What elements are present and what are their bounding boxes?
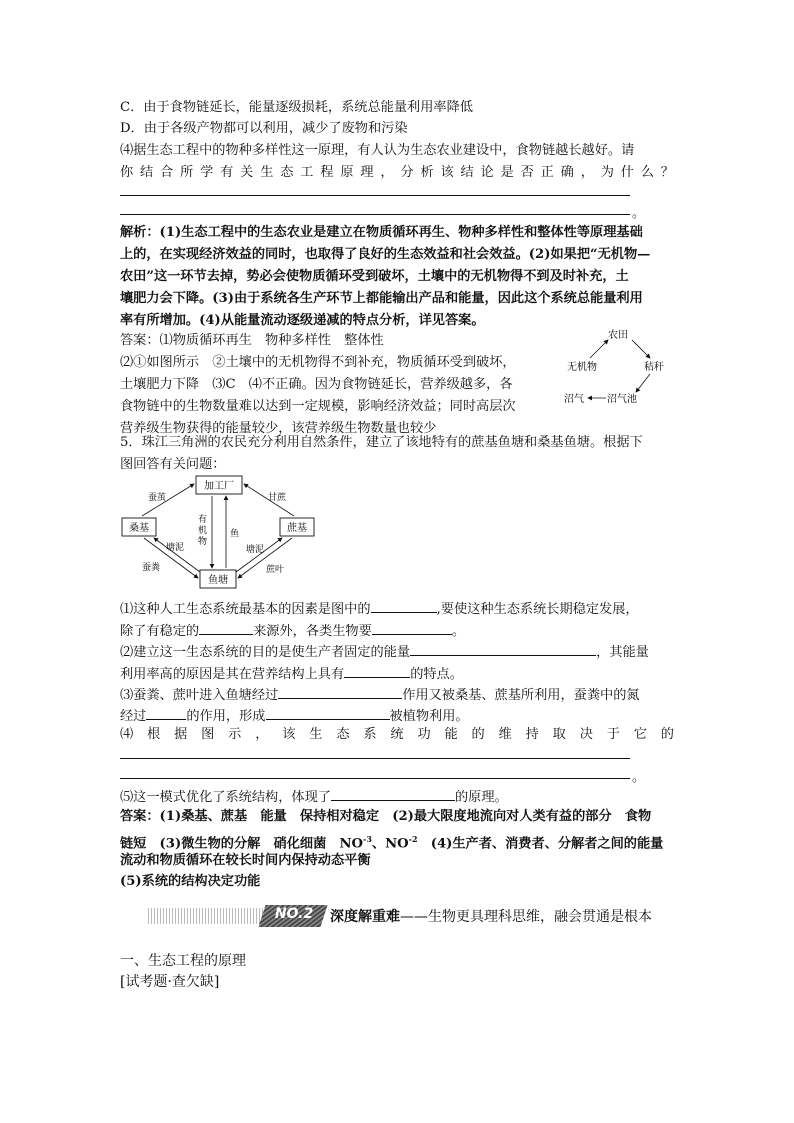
- node-biogas-pit: 沼气池: [607, 394, 637, 405]
- pond-diagram: [118, 474, 328, 594]
- answer-rule-2: [120, 214, 630, 215]
- period-mark: 。: [632, 206, 646, 221]
- label-organic-2: 机: [198, 526, 208, 536]
- node-farmland: 农田: [608, 330, 628, 341]
- part-3-line-1: ⑶蚕粪、蔗叶进入鱼塘经过 作用又被桑基、蔗基所利用，蚕粪中的氮: [120, 684, 640, 705]
- explanation-line-3: 农田”这一环节去掉，势必会使物质循环受到破坏，土壤中的无机物得不到及时补充，土: [120, 269, 629, 284]
- cycle-diagram: [560, 324, 680, 408]
- explanation-line-5: 率有所增加。(4)从能量流动逐级递减的特点分析，详见答案。: [120, 313, 485, 328]
- label-organic-1: 有: [198, 515, 208, 525]
- answer-line-5: 营养级生物获得的能量较少，该营养级生物数量也较少: [120, 421, 437, 436]
- part-4-rule-1[interactable]: [120, 758, 630, 759]
- final-answer-line-3: 流动和物质循环在较长时间内保持动态平衡: [120, 853, 371, 868]
- section-badge-text: NO.2: [274, 906, 314, 922]
- label-organic-3: 物: [198, 537, 208, 547]
- answer-line-1: 答案：⑴物质循环再生 物种多样性 整体性: [120, 333, 384, 348]
- part-4-rule-2[interactable]: [120, 778, 630, 779]
- part-3-line-2: 经过 的作用，形成 被植物利用。: [120, 705, 469, 726]
- explanation-line-1: 解析：(1)生态工程中的生态农业是建立在物质循环再生、物种多样性和整体性等原理基础: [120, 225, 643, 240]
- part-1-line-2: 除了有稳定的 来源外，各类生物要 。: [120, 620, 465, 641]
- explanation-line-4: 壤肥力会下降。(3)由于系统各生产环节上都能输出产品和能量，因此这个系统总能量利用: [120, 291, 643, 306]
- final-answer-line-2: 链短 (3)微生物的分解 硝化细菌 $NO^{-3}$、$NO^{-2}$ (4)生产者、消费者、分解者之间的能量: [120, 834, 664, 852]
- line-option-d: D．由于各级产物都可以利用，减少了废物和污染: [120, 121, 408, 136]
- blank-1-1[interactable]: [371, 598, 437, 613]
- label-cane: 甘蔗: [268, 493, 287, 503]
- blank-1-2[interactable]: [199, 620, 253, 635]
- part-4-line: ⑷根据图示，该生态系统功能的维持取决于它的: [120, 727, 674, 742]
- part-2-line-1: ⑵建立这一生态系统的目的是使生产者固定的能量 ，其能量: [120, 641, 649, 662]
- answer-rule-1: [120, 195, 630, 196]
- label-fish: 鱼: [230, 529, 240, 539]
- question-5-line-1: 5．珠江三角洲的农民充分利用自然条件，建立了该地特有的蔗基鱼塘和桑基鱼塘。根据下: [120, 435, 643, 450]
- blank-3-2[interactable]: [146, 705, 186, 720]
- question-4-line-1: ⑷据生态工程中的物种多样性这一原理，有人认为生态农业建设中，食物链越长越好。请: [120, 143, 635, 158]
- label-fishpond: 鱼塘: [208, 575, 228, 586]
- blank-1-3[interactable]: [372, 620, 452, 635]
- question-4-line-2: 你结合所学有关生态工程原理，分析该结论是否正确，为什么？: [120, 165, 674, 180]
- period-mark-2: 。: [632, 770, 646, 785]
- arrow-inorganic-to-farm: [590, 340, 608, 358]
- label-mud-right: 塘泥: [246, 545, 265, 555]
- label-mud-left: 塘泥: [166, 543, 185, 553]
- answer-line-2: ⑵①如图所示 ②土壤中的无机物得不到补充，物质循环受到破坏，: [120, 355, 516, 370]
- blank-5-1[interactable]: [331, 786, 455, 801]
- section-subheading: [试考题·查欠缺]: [120, 974, 220, 990]
- answer-line-3: 土壤肥力下降 ⑶C ⑷不正确。因为食物链延长，营养级越多，各: [120, 377, 513, 392]
- answer-line-4: 食物链中的生物数量难以达到一定规模，影响经济效益；同时高层次: [120, 399, 516, 414]
- node-straw: 秸秆: [644, 362, 664, 373]
- part-1-line-1: ⑴这种人工生态系统最基本的因素是图中的 ,要使这种生态系统长期稳定发展，: [120, 598, 639, 619]
- line-option-c: C．由于食物链延长，能量逐级损耗，系统总能量利用率降低: [120, 100, 473, 115]
- blank-3-3[interactable]: [266, 705, 390, 720]
- arrow-straw-to-pit: [636, 374, 650, 392]
- explanation-line-2: 上的，在实现经济效益的同时，也取得了良好的生态效益和社会效益。(2)如果把“无机物—: [120, 247, 651, 262]
- label-factory: 加工厂: [204, 481, 234, 492]
- label-sugarcane: 蔗基: [287, 523, 307, 534]
- section-stripe: [148, 908, 268, 924]
- final-answer-line-1: 答案：(1)桑基、蔗基 能量 保持相对稳定 (2)最大限度地流向对人类有益的部分 食物: [120, 809, 652, 824]
- section-heading: 一、生态工程的原理: [120, 953, 246, 969]
- question-5-line-2: 图回答有关问题：: [120, 457, 226, 472]
- section-banner-title: 深度解重难——生物更具理科思维，融会贯通是根本: [330, 909, 652, 925]
- arrow-farm-to-straw: [632, 340, 650, 358]
- node-biogas: 沼气: [564, 394, 584, 405]
- blank-3-1[interactable]: [278, 684, 402, 699]
- label-cocoon: 蚕茧: [148, 493, 167, 503]
- label-cane-leaves: 蔗叶: [266, 565, 285, 575]
- node-inorganic: 无机物: [567, 362, 597, 373]
- final-answer-line-4: (5)系统的结构决定功能: [120, 874, 261, 889]
- blank-2-1[interactable]: [410, 641, 596, 656]
- part-2-line-2: 利用率高的原因是其在营养结构上具有 的特点。: [120, 663, 463, 684]
- blank-2-2[interactable]: [344, 663, 410, 678]
- label-silkworm-feces: 蚕粪: [142, 563, 161, 573]
- label-mulberry: 桑基: [129, 523, 149, 534]
- part-5-line: ⑸这一模式优化了系统结构，体现了 的原理。: [120, 786, 508, 807]
